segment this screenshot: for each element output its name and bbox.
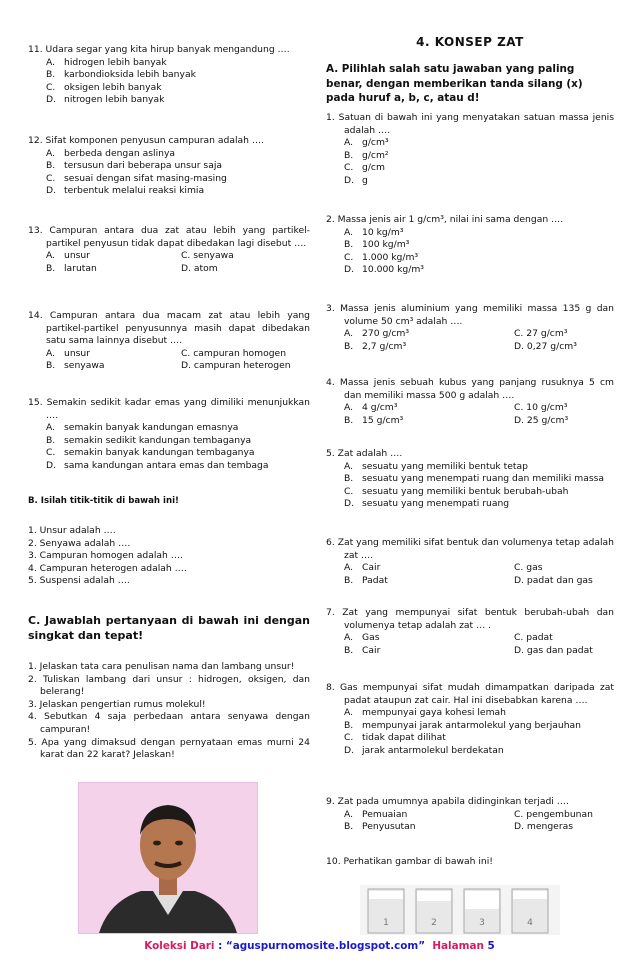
tube-containers-figure — [360, 885, 560, 935]
option-b: tersusun dari beberapa unsur saja — [64, 160, 223, 172]
tube-label: 3 — [479, 918, 485, 928]
option-c: semakin banyak kandungan tembaganya — [64, 447, 255, 459]
option-c: C. padat — [514, 632, 553, 644]
option-b: Cair — [362, 644, 381, 656]
question-stem: 1. Satuan di bawah ini yang menyatakan satuan massa jenis adalah …. — [326, 112, 614, 136]
question-14: 14. Campuran antara dua macam zat atau lebih yang partikel-partikel penyusunnya masih dapat dibedakan satu sama lainnya disebut …. A. unsur C. campuran homogen B. senyawa D. campuran heterogen — [28, 310, 310, 372]
list-item: 5. Apa yang dimaksud dengan pernyataan emas murni 24 karat dan 22 karat? Jelaskan! — [28, 736, 310, 761]
option-a: 270 g/cm³ — [362, 328, 410, 340]
option-a: Gas — [362, 632, 380, 644]
question-stem: 15. Semakin sedikit kadar emas yang dimiliki menunjukkan …. — [28, 397, 310, 421]
tube-1 — [368, 889, 404, 933]
option-a: mempunyai gaya kohesi lemah — [362, 707, 506, 719]
option-a: 10 kg/m³ — [362, 226, 404, 238]
option-b: 2,7 g/cm³ — [362, 340, 407, 352]
option-b: sesuatu yang menempati ruang dan memiliki massa — [362, 473, 605, 485]
question-9: 9. Zat pada umumnya apabila didinginkan terjadi …. A. Pemuaian C. pengembunan B. Penyusutan D. mengeras — [326, 796, 614, 834]
option-d: D. gas dan padat — [514, 644, 593, 656]
tube-3 — [464, 889, 500, 933]
option-d: terbentuk melalui reaksi kimia — [64, 185, 205, 197]
question-stem: 3. Massa jenis aluminium yang memiliki massa 135 g dan volume 50 cm³ adalah …. — [326, 303, 614, 327]
option-b: senyawa — [64, 360, 105, 372]
section-b-list — [28, 525, 310, 588]
question-4: 4. Massa jenis sebuah kubus yang panjang rusuknya 5 cm dan memiliki massa 500 g adalah …. A. 4 g/cm³ C. 10 g/cm³ B. 15 g/cm³ D. 25 g/cm³ — [326, 377, 614, 426]
question-15: 15. Semakin sedikit kadar emas yang dimiliki menunjukkan …. A. semakin banyak kandungan emasnya B. semakin sedikit kandungan tembaganya C. semakin banyak kandungan tembaganya D. sama kandungan antara emas dan tembaga — [28, 397, 310, 471]
option-a: g/cm³ — [362, 137, 389, 149]
question-stem: 9. Zat pada umumnya apabila didinginkan terjadi …. — [326, 796, 569, 807]
page-footer: Koleksi Dari : “aguspurnomosite.blogspot.com” Halaman 5 — [144, 940, 495, 952]
option-c: sesuatu yang memiliki bentuk berubah-ubah — [362, 485, 569, 497]
question-stem: 5. Zat adalah …. — [326, 448, 403, 459]
option-a: Cair — [362, 562, 381, 574]
person-portrait-icon — [79, 783, 257, 933]
option-a: 4 g/cm³ — [362, 402, 398, 414]
option-c: C. pengembunan — [514, 808, 593, 820]
question-2: 2. Massa jenis air 1 g/cm³, nilai ini sama dengan …. A. 10 kg/m³ B. 100 kg/m³ C. 1.000 kg/m³ D. 10.000 kg/m³ — [326, 214, 614, 277]
option-d: 10.000 kg/m³ — [362, 264, 424, 276]
question-stem: 8. Gas mempunyai sifat mudah dimampatkan daripada zat padat ataupun zat cair. Hal ini disebabkan karena …. — [326, 682, 614, 706]
option-a: sesuatu yang memiliki bentuk tetap — [362, 460, 528, 472]
option-c: tidak dapat dilihat — [362, 732, 446, 744]
option-b: Padat — [362, 574, 388, 586]
option-b: 100 kg/m³ — [362, 239, 410, 251]
option-d: D. mengeras — [514, 821, 574, 833]
question-5: 5. Zat adalah …. A. sesuatu yang memiliki bentuk tetap B. sesuatu yang menempati ruang dan memiliki massa C. sesuatu yang memiliki bentuk berubah-ubah D. sesuatu yang menempati ruang — [326, 448, 614, 511]
option-b: Penyusutan — [362, 821, 416, 833]
option-c: oksigen lebih banyak — [64, 81, 162, 93]
list-item: 3. Jelaskan pengertian rumus molekul! — [28, 698, 206, 710]
question-stem: 4. Massa jenis sebuah kubus yang panjang rusuknya 5 cm dan memiliki massa 500 g adalah …. — [326, 377, 614, 401]
option-a: semakin banyak kandungan emasnya — [64, 422, 239, 434]
tube-label: 2 — [431, 918, 437, 928]
option-d: D. 0,27 g/cm³ — [514, 340, 577, 352]
list-item: 1. Jelaskan tata cara penulisan nama dan lambang unsur! — [28, 661, 295, 672]
option-b: g/cm² — [362, 149, 389, 161]
question-stem: 6. Zat yang memiliki sifat bentuk dan volumenya tetap adalah zat …. — [326, 537, 614, 561]
option-a: unsur — [64, 250, 91, 262]
list-item: 4. Sebutkan 4 saja perbedaan antara senyawa dengan campuran! — [28, 711, 310, 735]
footer-site: “aguspurnomosite.blogspot.com” — [225, 940, 426, 952]
option-c: sesuai dengan sifat masing-masing — [64, 172, 227, 184]
question-13: 13. Campuran antara dua zat atau lebih yang partikel-partikel penyusun tidak dapat dibedakan lagi disebut …. A. unsur C. senyawa B. larutan D. atom — [28, 225, 310, 274]
tube-4 — [512, 889, 548, 933]
list-item: 3. Campuran homogen adalah …. — [28, 550, 183, 562]
question-12: 12. Sifat komponen penyusun campuran adalah …. A. berbeda dengan aslinya B. tersusun dari beberapa unsur saja C. sesuai dengan sifat masing-masing D. terbentuk melalui reaksi kimia — [28, 135, 310, 198]
question-3: 3. Massa jenis aluminium yang memiliki massa 135 g dan volume 50 cm³ adalah …. A. 270 g/cm³ C. 27 g/cm³ B. 2,7 g/cm³ D. 0,27 g/cm³ — [326, 303, 614, 352]
option-c: C. senyawa — [181, 250, 234, 262]
list-item: 5. Suspensi adalah …. — [28, 575, 130, 587]
page-number: 5 — [487, 940, 495, 952]
list-item: 4. Campuran heterogen adalah …. — [28, 562, 187, 574]
option-d: D. atom — [181, 262, 218, 274]
option-b: larutan — [64, 262, 97, 274]
question-stem: 11. Udara segar yang kita hirup banyak mengandung .… — [28, 44, 290, 55]
question-7: 7. Zat yang mempunyai sifat bentuk berubah-ubah dan volumenya tetap adalah zat … . A. Gas C. padat B. Cair D. gas dan padat — [326, 607, 614, 656]
question-8: 8. Gas mempunyai sifat mudah dimampatkan daripada zat padat ataupun zat cair. Hal ini disebabkan karena …. A. mempunyai gaya kohesi lemah B. mempunyai jarak antarmolekul yang berjauhan C. tidak dapat dilihat D. jarak antarmolekul berdekatan — [326, 682, 614, 756]
option-c: C. 10 g/cm³ — [514, 402, 568, 414]
option-d: jarak antarmolekul berdekatan — [362, 744, 504, 756]
option-a: hidrogen lebih banyak — [64, 56, 167, 68]
option-b: karbondioksida lebih banyak — [64, 69, 196, 81]
option-c: C. 27 g/cm³ — [514, 328, 568, 340]
footer-page-label: Halaman — [432, 940, 484, 952]
question-10 — [326, 856, 614, 869]
option-b: mempunyai jarak antarmolekul yang berjauhan — [362, 719, 581, 731]
option-d: sama kandungan antara emas dan tembaga — [64, 459, 269, 471]
option-d: D. padat dan gas — [514, 574, 593, 586]
question-stem: 10. Perhatikan gambar di bawah ini! — [326, 856, 493, 867]
option-a: berbeda dengan aslinya — [64, 147, 176, 159]
option-c: g/cm — [362, 162, 385, 174]
question-stem: 12. Sifat komponen penyusun campuran adalah …. — [28, 135, 265, 146]
tube-label: 4 — [527, 918, 533, 928]
question-stem: 7. Zat yang mempunyai sifat bentuk berubah-ubah dan volumenya tetap adalah zat … . — [326, 607, 614, 631]
option-b: 15 g/cm³ — [362, 414, 404, 426]
section-c-list — [28, 661, 310, 762]
question-6: 6. Zat yang memiliki sifat bentuk dan volumenya tetap adalah zat …. A. Cair C. gas B. Padat D. padat dan gas — [326, 537, 614, 586]
option-b: semakin sedikit kandungan tembaganya — [64, 434, 252, 446]
option-a: unsur — [64, 347, 91, 359]
option-c: C. campuran homogen — [181, 347, 287, 359]
tube-label: 1 — [383, 918, 389, 928]
option-d: D. campuran heterogen — [181, 360, 291, 372]
question-stem: 14. Campuran antara dua macam zat atau lebih yang partikel-partikel penyusunnya masih dapat dibedakan satu sama lainnya disebut …. — [28, 310, 310, 347]
question-11: 11. Udara segar yang kita hirup banyak mengandung .… A. hidrogen lebih banyak B. karbondioksida lebih banyak C. oksigen lebih banyak D. nitrogen lebih banyak — [28, 44, 310, 107]
section-b-heading: B. Isilah titik-titik di bawah ini! — [28, 496, 179, 506]
question-stem: 13. Campuran antara dua zat atau lebih yang partikel-partikel penyusun tidak dapat dibedakan lagi disebut …. — [28, 225, 310, 249]
list-item: 1. Unsur adalah …. — [28, 525, 116, 536]
footer-label: Koleksi Dari — [144, 940, 215, 952]
option-c: C. gas — [514, 562, 543, 574]
option-a: Pemuaian — [362, 808, 408, 820]
option-d: sesuatu yang menempati ruang — [362, 498, 510, 510]
list-item: 2. Tuliskan lambang dari unsur : hidrogen, oksigen, dan belerang! — [28, 673, 310, 698]
author-photo — [78, 782, 258, 934]
option-d: g — [362, 174, 368, 186]
section-a-heading: A. Pilihlah salah satu jawaban yang paling benar, dengan memberikan tanda silang (x) pada huruf a, b, c, atau d! — [326, 63, 583, 104]
option-c: 1.000 kg/m³ — [362, 251, 419, 263]
chapter-title: 4. KONSEP ZAT — [416, 35, 524, 49]
section-c-heading: C. Jawablah pertanyaan di bawah ini dengan singkat dan tepat! — [28, 614, 310, 642]
question-1: 1. Satuan di bawah ini yang menyatakan satuan massa jenis adalah …. A. g/cm³ B. g/cm² C. g/cm D. g — [326, 112, 614, 186]
question-stem: 2. Massa jenis air 1 g/cm³, nilai ini sama dengan …. — [326, 214, 564, 225]
option-d: D. 25 g/cm³ — [514, 414, 569, 426]
option-d: nitrogen lebih banyak — [64, 94, 165, 106]
list-item: 2. Senyawa adalah …. — [28, 537, 131, 549]
tube-2 — [416, 889, 452, 933]
